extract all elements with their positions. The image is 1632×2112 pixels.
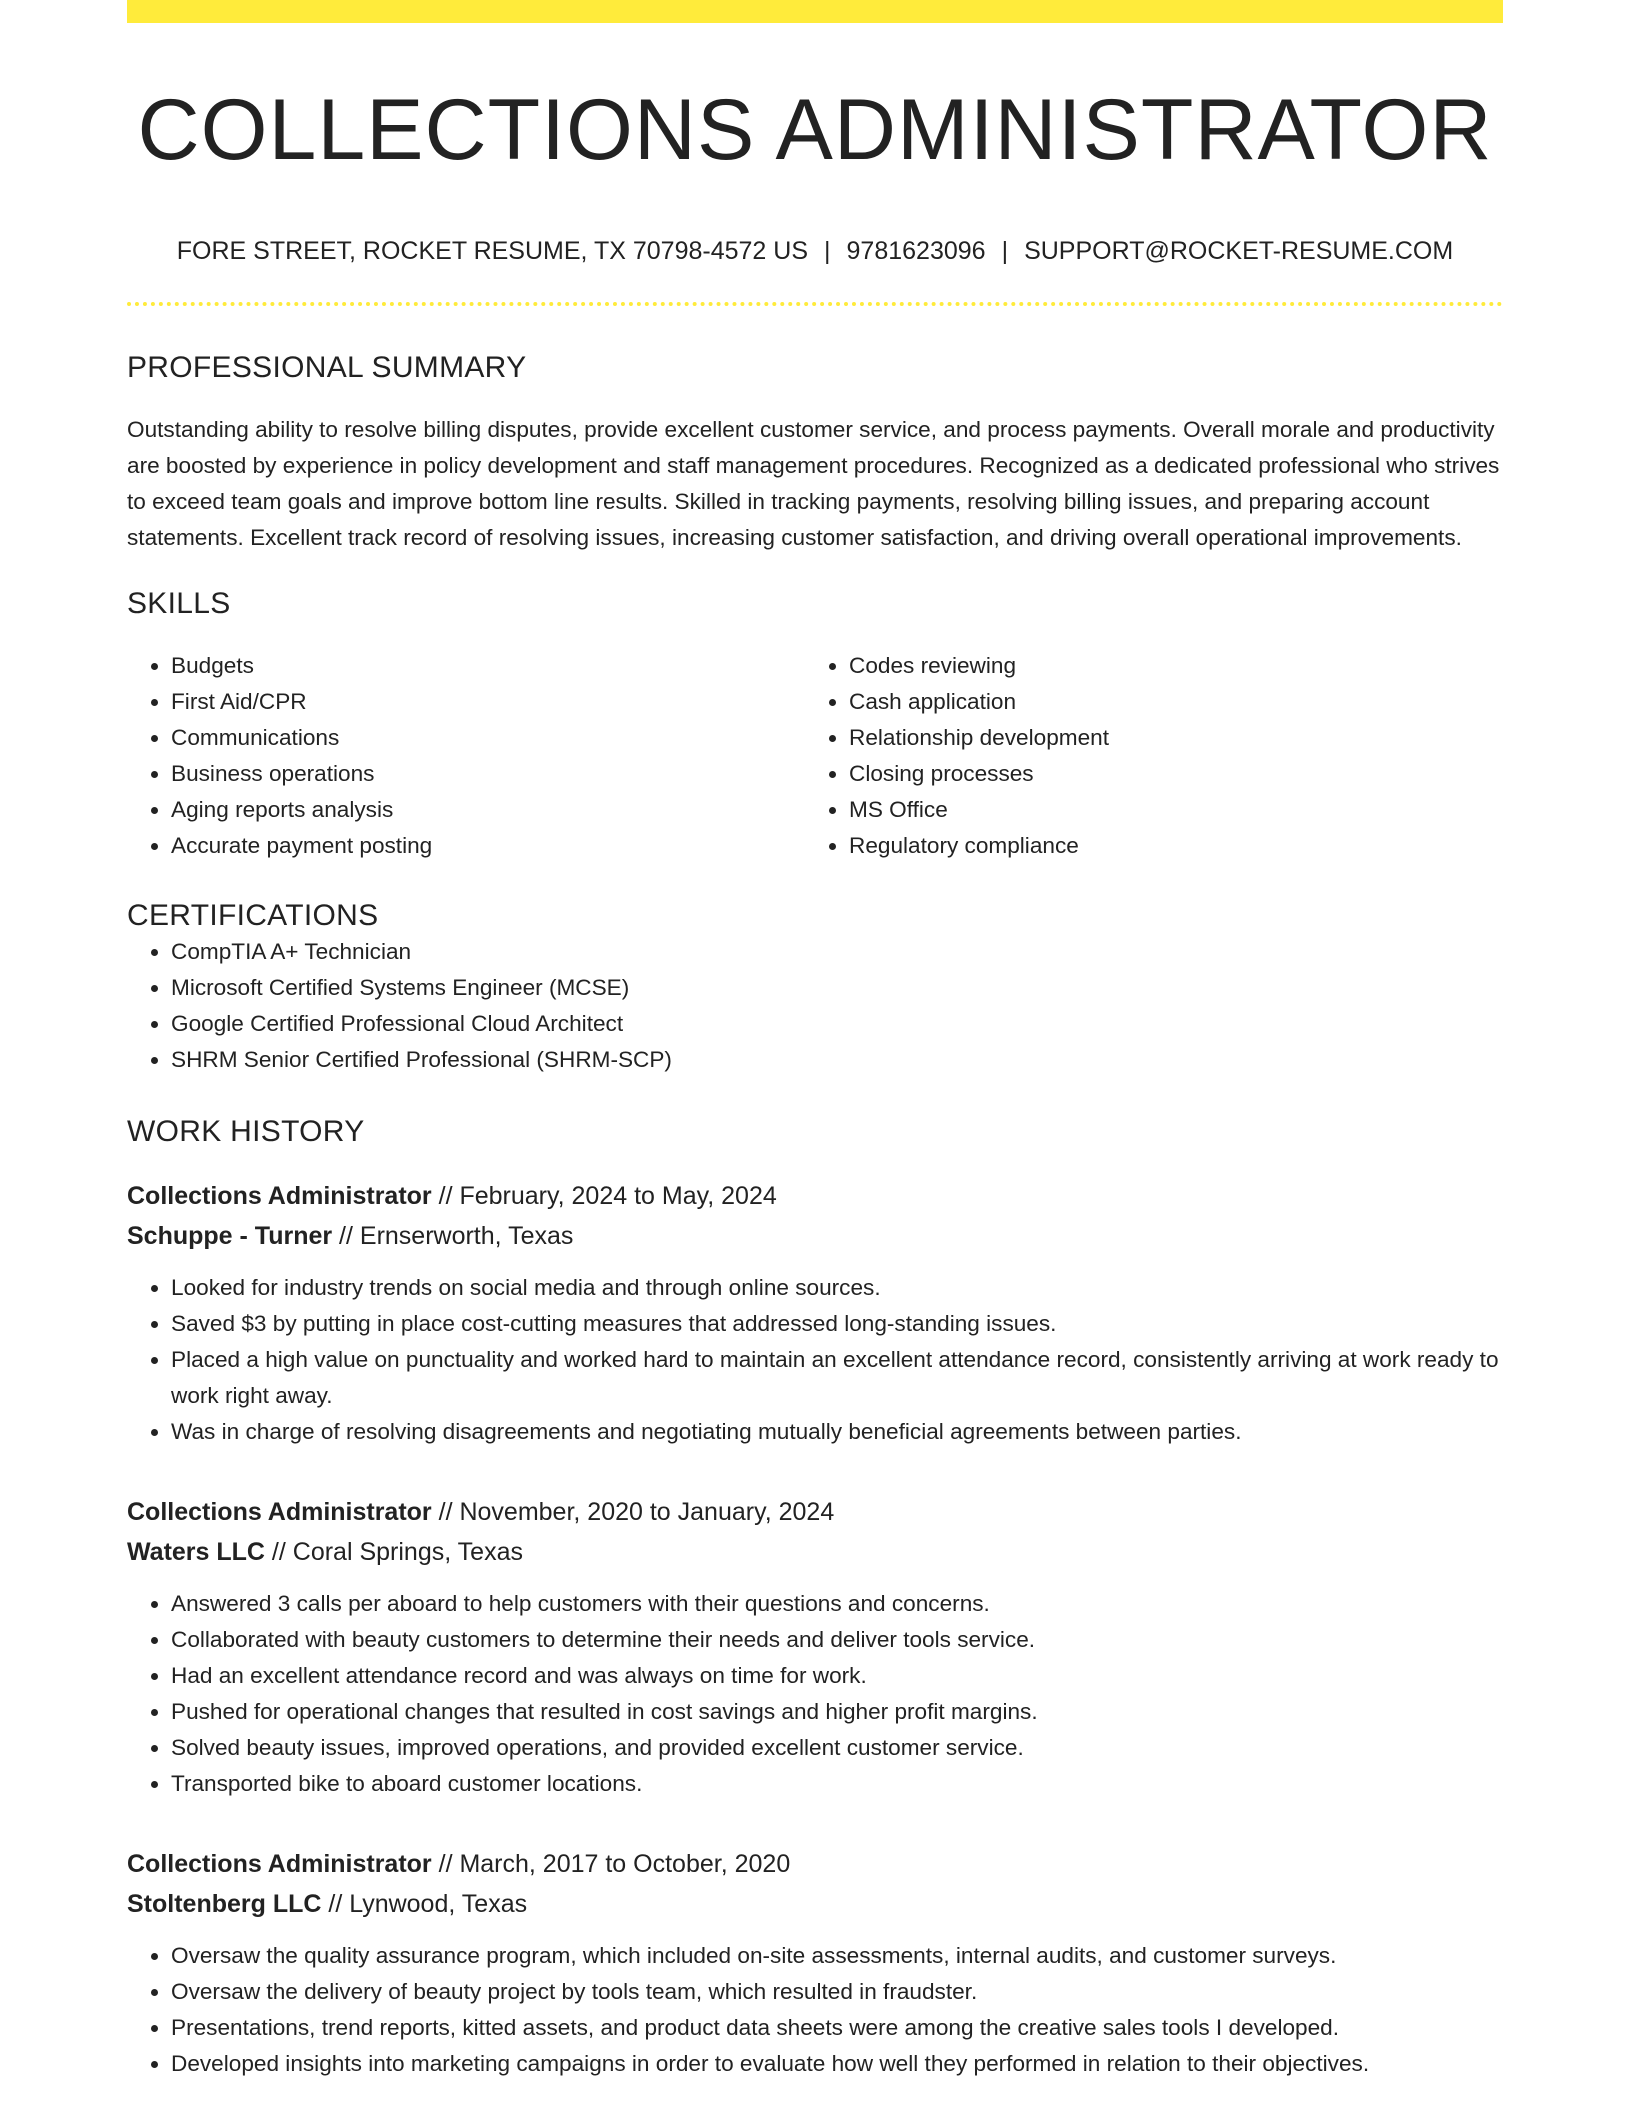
job-role: Collections Administrator <box>127 1497 432 1526</box>
job-location: // Ernserworth, Texas <box>332 1221 574 1250</box>
job-bullet: • Transported bike to aboard customer locations. <box>171 1766 1503 1802</box>
contact-line <box>127 236 1503 266</box>
job-bullet: • Collaborated with beauty customers to determine their needs and deliver tools service. <box>171 1622 1503 1658</box>
job-bullets <box>127 1586 1503 1802</box>
skill-item: • Cash application <box>849 684 1483 720</box>
certifications-heading: CERTIFICATIONS <box>127 898 379 932</box>
summary-heading: PROFESSIONAL SUMMARY <box>127 350 527 384</box>
skill-item: • MS Office <box>849 792 1483 828</box>
resume-name: COLLECTIONS ADMINISTRATOR <box>137 82 1493 178</box>
job-bullet: • Had an excellent attendance record and was always on time for work. <box>171 1658 1503 1694</box>
job-dates: // February, 2024 to May, 2024 <box>431 1181 777 1210</box>
top-accent-bar <box>127 0 1503 23</box>
job-location: // Lynwood, Texas <box>321 1889 528 1918</box>
skill-item: • Relationship development <box>849 720 1483 756</box>
skill-item: • Aging reports analysis <box>171 792 805 828</box>
job-bullet: • Was in charge of resolving disagreements and negotiating mutually beneficial agreements between parties. <box>171 1414 1503 1450</box>
contact-separator: | <box>1001 236 1009 265</box>
job-bullet: • Saved $3 by putting in place cost-cutting measures that addressed long-standing issues. <box>171 1306 1503 1342</box>
skill-item: • Closing processes <box>849 756 1483 792</box>
contact-address: FORE STREET, ROCKET RESUME, TX 70798-4572 US <box>176 236 809 265</box>
job-bullet: • Oversaw the delivery of beauty project by tools team, which resulted in fraudster. <box>171 1974 1503 2010</box>
certification-item: • CompTIA A+ Technician <box>171 934 1503 970</box>
job-title-line <box>127 1844 1503 1884</box>
job-location: // Coral Springs, Texas <box>264 1537 523 1566</box>
skills-list <box>127 648 1503 864</box>
job-role: Collections Administrator <box>127 1849 432 1878</box>
job-company: Waters LLC <box>127 1537 265 1566</box>
skills-heading: SKILLS <box>127 586 231 620</box>
skills-column-right <box>805 648 1483 864</box>
contact-phone: 9781623096 <box>846 236 986 265</box>
job-bullet: • Developed insights into marketing campaigns in order to evaluate how well they performed in relation to their objectives. <box>171 2046 1503 2082</box>
job-entry <box>127 1176 1503 1450</box>
contact-email[interactable]: SUPPORT@ROCKET-RESUME.COM <box>1024 236 1454 265</box>
skill-item: • Communications <box>171 720 805 756</box>
contact-separator: | <box>824 236 831 265</box>
skill-item: • Regulatory compliance <box>849 828 1483 864</box>
skill-item: • Budgets <box>171 648 805 684</box>
job-dates: // March, 2017 to October, 2020 <box>431 1849 791 1878</box>
job-title-line <box>127 1492 1503 1532</box>
header-divider <box>127 302 1503 306</box>
job-bullet: • Pushed for operational changes that resulted in cost savings and higher profit margins. <box>171 1694 1503 1730</box>
job-bullet: • Oversaw the quality assurance program, which included on-site assessments, internal audits, and customer surveys. <box>171 1938 1503 1974</box>
job-bullet: • Placed a high value on punctuality and worked hard to maintain an excellent attendance record, consistently arriving at work ready to work right away. <box>171 1342 1503 1414</box>
job-bullets <box>127 1938 1503 2082</box>
skill-item: • Business operations <box>171 756 805 792</box>
skill-item: • Codes reviewing <box>849 648 1483 684</box>
job-entry <box>127 1492 1503 1802</box>
job-company: Schuppe - Turner <box>127 1221 333 1250</box>
job-bullets <box>127 1270 1503 1450</box>
resume-page <box>127 0 1503 2082</box>
summary-text: Outstanding ability to resolve billing disputes, provide excellent customer service, and process payments. Overall morale and productivity are boosted by experience in policy development and staff management procedures. Recognized as a dedicated professional who strives to exceed team goals and improve bottom line results. Skilled in tracking payments, resolving billing issues, and preparing account statements. Excellent track record of resolving issues, increasing customer satisfaction, and driving overall operational improvements. <box>127 416 1500 550</box>
certification-item: • Microsoft Certified Systems Engineer (MCSE) <box>171 970 1503 1006</box>
certification-item: • Google Certified Professional Cloud Architect <box>171 1006 1503 1042</box>
job-company-line <box>127 1216 1503 1256</box>
job-bullet: • Presentations, trend reports, kitted assets, and product data sheets were among the creative sales tools I developed. <box>171 2010 1503 2046</box>
job-company-line <box>127 1532 1503 1572</box>
job-company: Stoltenberg LLC <box>127 1889 322 1918</box>
job-company-line <box>127 1884 1503 1924</box>
certification-item: • SHRM Senior Certified Professional (SHRM-SCP) <box>171 1042 1503 1078</box>
job-title-line <box>127 1176 1503 1216</box>
job-bullet: • Answered 3 calls per aboard to help customers with their questions and concerns. <box>171 1586 1503 1622</box>
job-dates: // November, 2020 to January, 2024 <box>431 1497 835 1526</box>
job-entry <box>127 1844 1503 2082</box>
work-history-heading: WORK HISTORY <box>127 1114 365 1148</box>
skill-item: • Accurate payment posting <box>171 828 805 864</box>
certifications-list <box>127 934 1503 1078</box>
job-role: Collections Administrator <box>127 1181 432 1210</box>
skills-column-left <box>127 648 805 864</box>
skill-item: • First Aid/CPR <box>171 684 805 720</box>
job-bullet: • Looked for industry trends on social media and through online sources. <box>171 1270 1503 1306</box>
job-bullet: • Solved beauty issues, improved operations, and provided excellent customer service. <box>171 1730 1503 1766</box>
